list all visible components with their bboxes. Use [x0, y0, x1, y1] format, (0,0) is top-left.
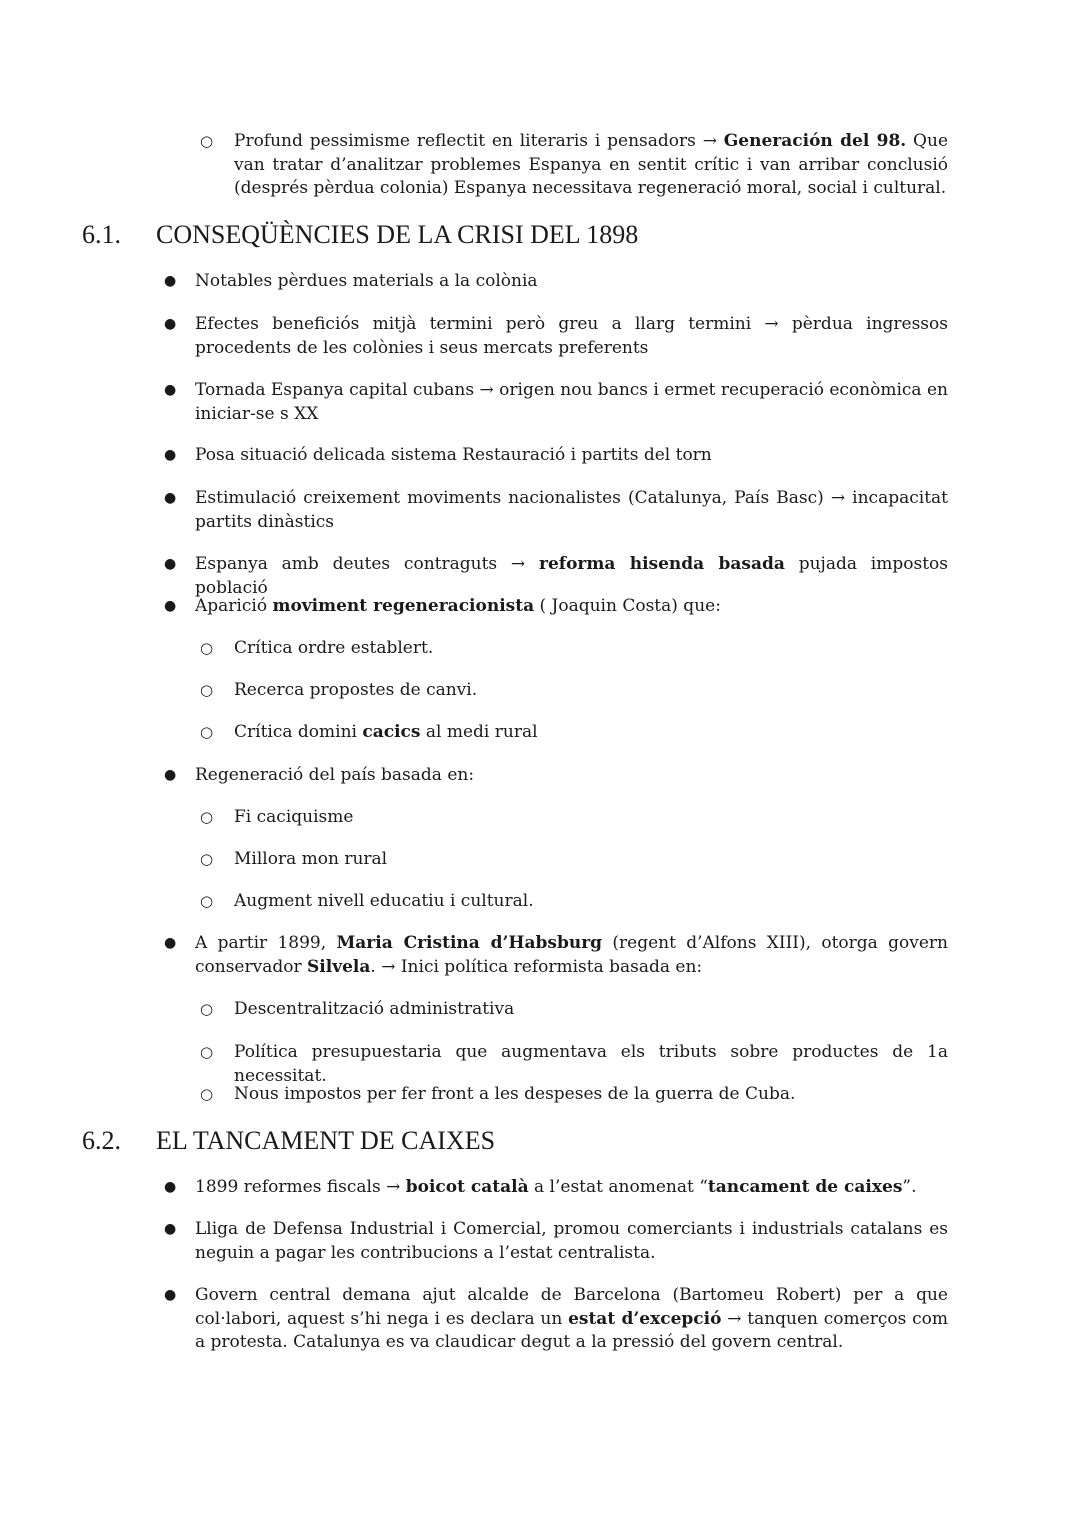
bullet-marker: ● [164, 767, 177, 783]
bullet-marker: ● [164, 598, 177, 614]
list-item-text: A partir 1899, [195, 933, 337, 953]
sub-list-item: Millora mon rural [234, 849, 388, 869]
sub-bullet-marker: ○ [200, 681, 214, 699]
bullet-marker: ● [164, 1179, 177, 1195]
sub-list-item: Nous impostos per fer front a les despeses de la guerra de Cuba. [234, 1084, 796, 1104]
list-item: Notables pèrdues materials a la colònia [195, 271, 538, 291]
list-item-bold: tancament de caixes [707, 1177, 903, 1197]
sub-list-item: Crítica ordre establert. [234, 638, 434, 658]
section-number: 6.1. [82, 220, 121, 249]
bullet-marker: ● [164, 1287, 177, 1303]
list-item-bold: estat d’excepció [568, 1308, 722, 1329]
sub-bullet-marker: ○ [200, 850, 214, 868]
sub-list-item: Descentralització administrativa [234, 999, 515, 1019]
sub-bullet-marker: ○ [200, 808, 214, 826]
sub-list-item: Augment nivell educatiu i cultural. [234, 891, 534, 911]
list-item-text: → tanquen comerços com a protesta. Catalunya es va claudicar degut a la pressió del govern central. [195, 1308, 948, 1352]
bullet-marker: ● [164, 447, 177, 463]
list-item-text: . → Inici política reformista basada en: [370, 956, 703, 977]
sub-bullet-marker: ○ [200, 1085, 214, 1103]
list-item [195, 1284, 948, 1355]
list-item: Tornada Espanya capital cubans → origen nou bancs i ermet recuperació econòmica en iniciar-se s XX [195, 380, 948, 424]
sub-bullet-marker: ○ [200, 132, 214, 150]
bullet-marker: ● [164, 935, 177, 951]
list-item-bold: Maria Cristina d’Habsburg [336, 933, 603, 953]
list-item: Regeneració del país basada en: [195, 765, 475, 785]
list-item-bold: moviment regeneracionista [272, 596, 535, 616]
list-item-text: 1899 reformes fiscals → [195, 1177, 406, 1197]
list-item-text: ”. [902, 1177, 917, 1197]
sub-list-item [234, 721, 948, 745]
sub-list-item: Política presupuestaria que augmentava els tributs sobre productes de 1a necessitat. [234, 1042, 948, 1086]
list-item-bold: Silvela [307, 956, 371, 977]
sub-bullet-marker: ○ [200, 1043, 214, 1061]
list-item [195, 595, 948, 619]
section-title: EL TANCAMENT DE CAIXES [156, 1126, 496, 1155]
list-item: Efectes beneficiós mitjà termini però greu a llarg termini → pèrdua ingressos procedents de les colònies i seus mercats preferents [195, 314, 948, 358]
section-title: CONSEQÜÈNCIES DE LA CRISI DEL 1898 [156, 220, 639, 249]
list-item [195, 1176, 948, 1200]
list-item-bold: boicot català [405, 1177, 529, 1197]
intro-text: Profund pessimisme reflectit en literaris i pensadors → [234, 131, 724, 151]
bullet-marker: ● [164, 490, 177, 506]
list-item: Posa situació delicada sistema Restauració i partits del torn [195, 445, 712, 465]
sub-list-item: Fi caciquisme [234, 807, 354, 827]
list-item-text: Aparició [195, 596, 273, 616]
list-item-text: (regent d’Alfons XIII), otorga govern conservador [195, 933, 948, 977]
list-item-text: ( Joaquin Costa) que: [534, 596, 721, 616]
intro-bold: Generación del 98. [723, 131, 907, 151]
intro-paragraph [234, 130, 948, 201]
sub-bullet-marker: ○ [200, 639, 214, 657]
bullet-marker: ● [164, 273, 177, 289]
bullet-marker: ● [164, 1221, 177, 1237]
list-item-text: a l’estat anomenat “ [528, 1177, 708, 1197]
bullet-marker: ● [164, 382, 177, 398]
list-item-text: pujada impostos població [195, 554, 948, 598]
list-item-text: Govern central demana ajut alcalde de Barcelona (Bartomeu Robert) per a que col·labori, aquest s’hi nega i es declara un [195, 1285, 948, 1329]
intro-text: Que van tratar d’analitzar problemes Espanya en sentit crític i van arribar conclusió (després pèrdua colonia) Espanya necessitava regeneració moral, social i cultural. [234, 131, 949, 198]
list-item [195, 932, 948, 979]
bullet-marker: ● [164, 556, 177, 572]
sub-list-item-text: Crítica domini [234, 722, 363, 742]
list-item: Lliga de Defensa Industrial i Comercial, promou comerciants i industrials catalans es neguin a pagar les contribucions a l’estat centralista. [195, 1219, 948, 1263]
sub-bullet-marker: ○ [200, 1000, 214, 1018]
sub-bullet-marker: ○ [200, 892, 214, 910]
list-item [195, 553, 948, 600]
bullet-marker: ● [164, 316, 177, 332]
list-item: Estimulació creixement moviments nacionalistes (Catalunya, País Basc) → incapacitat partits dinàstics [195, 488, 948, 532]
sub-list-item: Recerca propostes de canvi. [234, 680, 478, 700]
sub-list-item-bold: cacics [362, 722, 421, 742]
sub-bullet-marker: ○ [200, 723, 214, 741]
sub-list-item-text: al medi rural [420, 722, 538, 742]
section-number: 6.2. [82, 1126, 121, 1155]
list-item-text: Espanya amb deutes contraguts → [195, 554, 539, 574]
list-item-bold: reforma hisenda basada [539, 554, 785, 574]
